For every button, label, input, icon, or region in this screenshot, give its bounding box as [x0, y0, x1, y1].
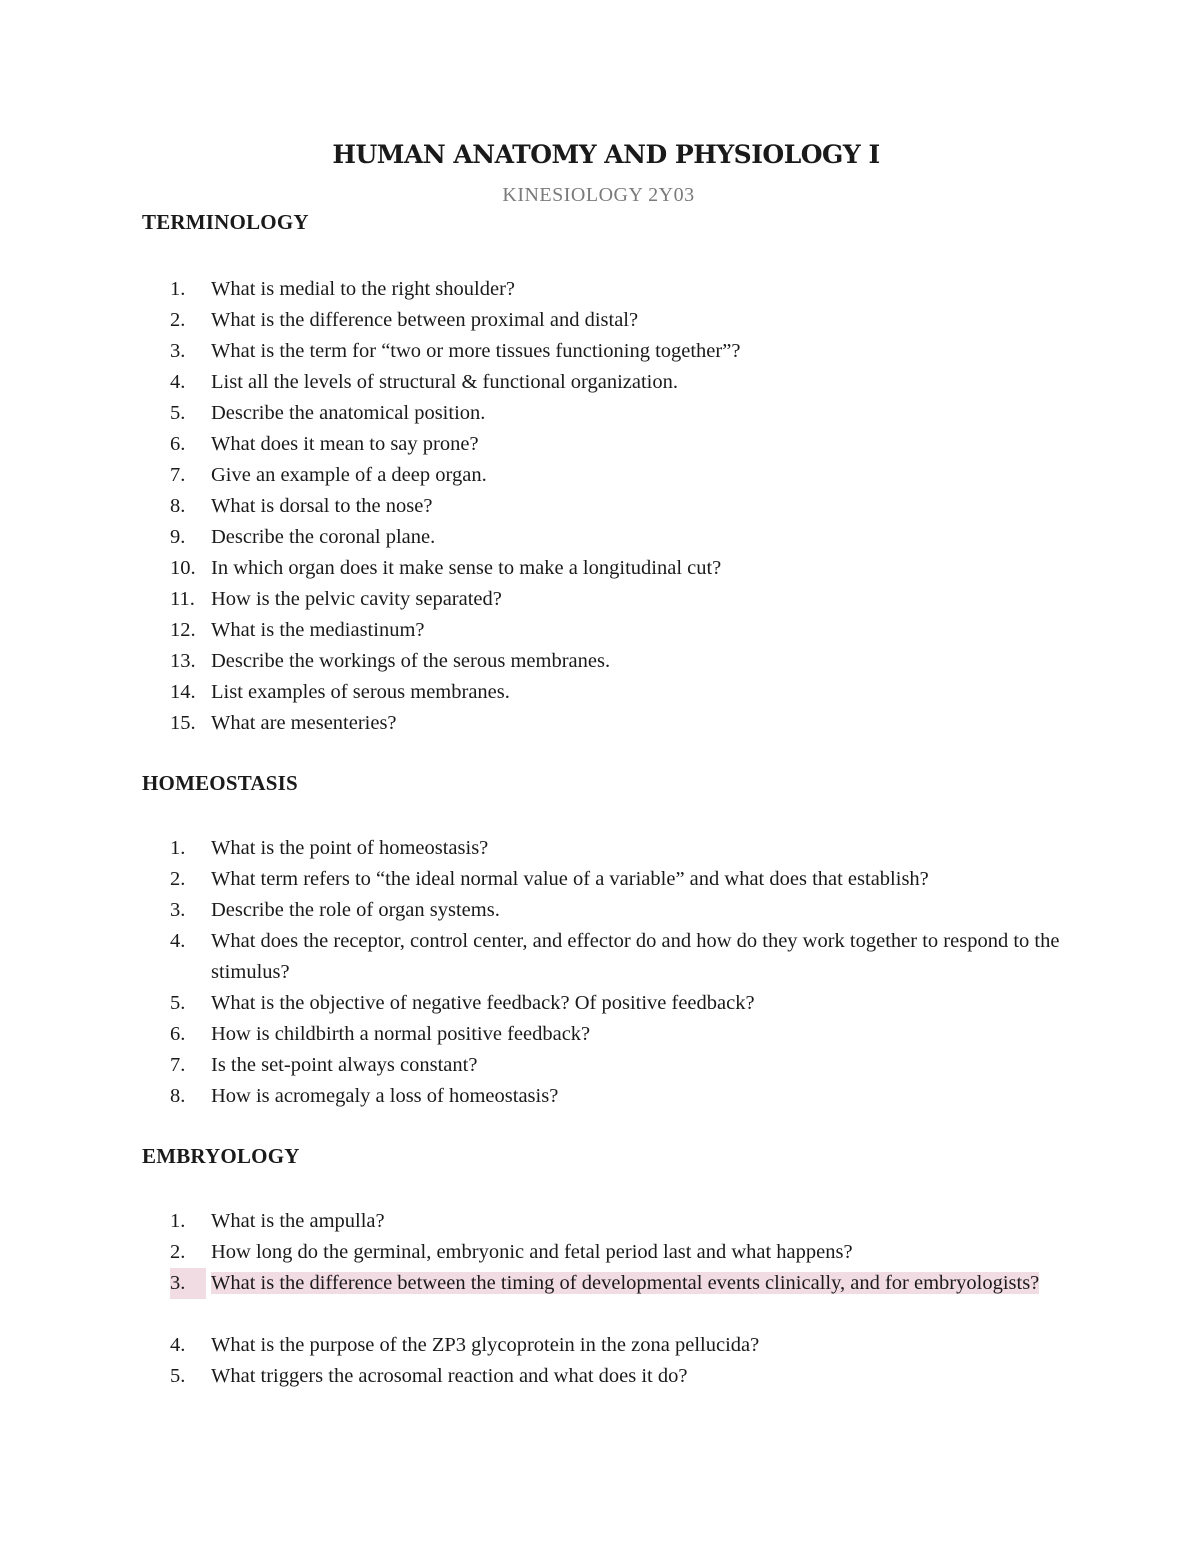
item-number: 15. [170, 712, 196, 734]
list-item [0, 553, 1061, 584]
item-text: What is the objective of negative feedback? Of positive feedback? [211, 992, 755, 1014]
item-number: 7. [170, 1054, 186, 1076]
list-item [0, 864, 1061, 895]
list-item [0, 1361, 1061, 1392]
item-number: 5. [170, 1365, 186, 1387]
item-text: What is the ampulla? [211, 1210, 385, 1232]
item-number: 3. [170, 1268, 206, 1299]
item-text: How is childbirth a normal positive feedback? [211, 1023, 591, 1045]
item-text: What is the mediastinum? [211, 619, 425, 641]
item-text: What is the difference between proximal and distal? [211, 309, 639, 331]
list-item [0, 1330, 1061, 1361]
list-item [0, 429, 1061, 460]
item-number: 1. [170, 1210, 186, 1232]
list-item [0, 274, 1061, 305]
item-number: 14. [170, 681, 196, 703]
list-item [0, 1206, 1061, 1237]
list-item [0, 1237, 1061, 1268]
item-text: Describe the coronal plane. [211, 526, 436, 548]
list-item [0, 336, 1061, 367]
item-number: 4. [170, 1334, 186, 1356]
item-number: 6. [170, 1023, 186, 1045]
item-text: What are mesenteries? [211, 712, 397, 734]
item-number: 12. [170, 619, 196, 641]
item-number: 8. [170, 495, 186, 517]
item-number: 5. [170, 402, 186, 424]
item-number: 2. [170, 1241, 186, 1263]
item-number: 3. [170, 340, 186, 362]
item-number: 1. [170, 837, 186, 859]
highlighted-list-item [0, 1268, 1061, 1330]
list-item [0, 305, 1061, 336]
item-number: 6. [170, 433, 186, 455]
list-item [0, 1050, 1061, 1081]
item-text: What is the term for “two or more tissues functioning together”? [211, 340, 741, 362]
item-number: 5. [170, 992, 186, 1014]
item-number: 4. [170, 930, 186, 952]
item-text: What is the point of homeostasis? [211, 837, 489, 859]
item-number: 1. [170, 278, 186, 300]
item-number: 11. [170, 588, 195, 610]
item-text: How long do the germinal, embryonic and fetal period last and what happens? [211, 1241, 853, 1263]
list-item [0, 677, 1061, 708]
item-number: 13. [170, 650, 196, 672]
item-text: Give an example of a deep organ. [211, 464, 487, 486]
list-item [0, 584, 1061, 615]
list-item [0, 833, 1061, 864]
list-item [0, 367, 1061, 398]
item-text: What is dorsal to the nose? [211, 495, 433, 517]
item-text: How is acromegaly a loss of homeostasis? [211, 1085, 559, 1107]
section-heading-embryology: EMBRYOLOGY [142, 1144, 300, 1168]
list-item [0, 926, 1061, 988]
item-text: Describe the workings of the serous membranes. [211, 650, 611, 672]
text-highlight: What is the difference between the timing of developmental events clinically, and for embryologists? [211, 1272, 1040, 1294]
list-item [0, 646, 1061, 677]
list-item [0, 988, 1061, 1019]
item-text: Is the set-point always constant? [211, 1054, 478, 1076]
item-text: List examples of serous membranes. [211, 681, 510, 703]
item-text: What does it mean to say prone? [211, 433, 479, 455]
document-title: HUMAN ANATOMY AND PHYSIOLOGY I [332, 140, 880, 169]
list-item [0, 1019, 1061, 1050]
item-text: In which organ does it make sense to make a longitudinal cut? [211, 557, 722, 579]
item-number: 3. [170, 899, 186, 921]
section-heading-terminology: TERMINOLOGY [142, 210, 309, 234]
embryology-question-list [0, 1206, 1200, 1392]
list-item [0, 1081, 1061, 1112]
list-item [0, 708, 1061, 739]
item-number: 2. [170, 868, 186, 890]
list-item [0, 895, 1061, 926]
item-number: 10. [170, 557, 196, 579]
item-text: What term refers to “the ideal normal value of a variable” and what does that establish? [211, 868, 929, 890]
list-item [0, 522, 1061, 553]
item-text: What triggers the acrosomal reaction and what does it do? [211, 1365, 688, 1387]
item-text: What does the receptor, control center, and effector do and how do they work together to respond to the stimulus? [211, 930, 1060, 983]
item-number: 4. [170, 371, 186, 393]
item-number: 7. [170, 464, 186, 486]
item-number: 9. [170, 526, 186, 548]
homeostasis-question-list [0, 833, 1200, 1112]
item-text: List all the levels of structural & functional organization. [211, 371, 679, 393]
list-item [0, 615, 1061, 646]
item-text: Describe the role of organ systems. [211, 899, 500, 921]
list-item [0, 398, 1061, 429]
item-text: What is the purpose of the ZP3 glycoprotein in the zona pellucida? [211, 1334, 760, 1356]
item-text: What is medial to the right shoulder? [211, 278, 516, 300]
item-number: 2. [170, 309, 186, 331]
item-text [211, 1268, 1061, 1299]
item-text: Describe the anatomical position. [211, 402, 486, 424]
document-subtitle: KINESIOLOGY 2Y03 [502, 184, 695, 206]
item-text: How is the pelvic cavity separated? [211, 588, 502, 610]
terminology-question-list [0, 274, 1200, 739]
list-item [0, 460, 1061, 491]
item-number: 8. [170, 1085, 186, 1107]
list-item [0, 491, 1061, 522]
section-heading-homeostasis: HOMEOSTASIS [142, 771, 298, 795]
